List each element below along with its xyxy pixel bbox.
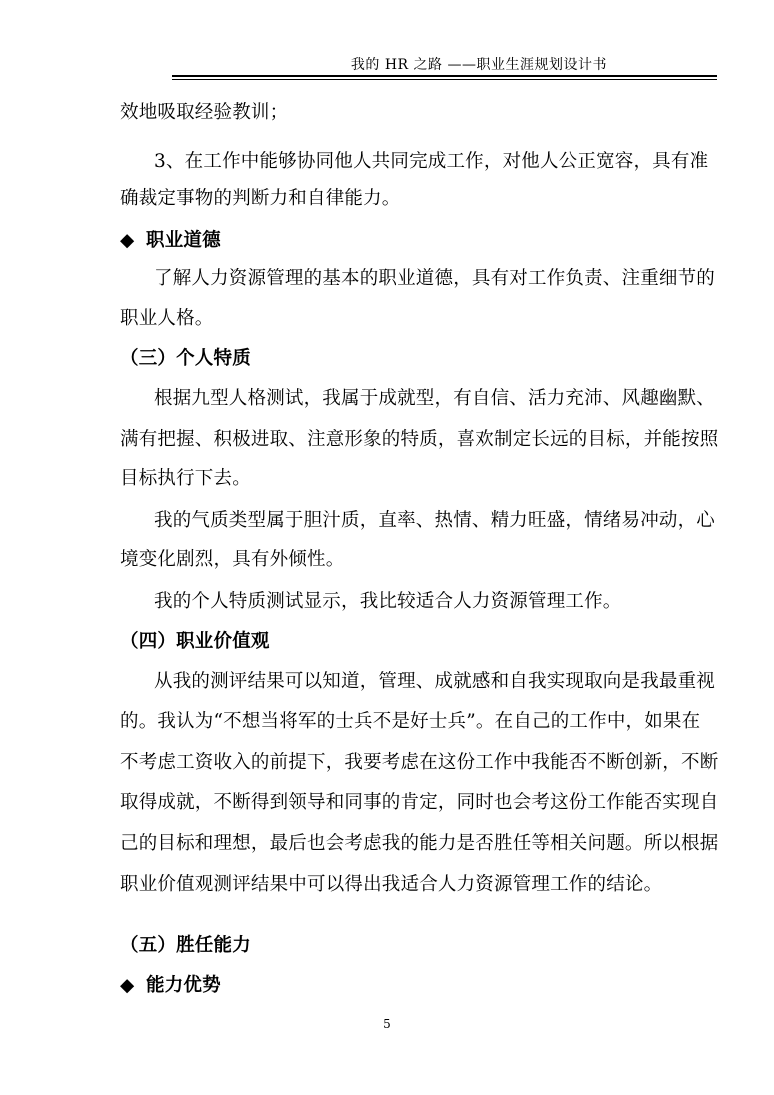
paragraph-line: 己的目标和理想，最后也会考虑我的能力是否胜任等相关问题。所以根据 (120, 833, 719, 854)
section-heading-personal-traits: （三）个人特质 (120, 348, 251, 369)
paragraph-line: 确裁定事物的判断力和自律能力。 (120, 188, 401, 209)
header-rule-thin (172, 79, 717, 80)
diamond-bullet-icon: ◆ (120, 230, 135, 251)
section-heading-competence: （五）胜任能力 (120, 935, 251, 956)
paragraph-line: 取得成就，不断得到领导和同事的肯定，同时也会考这份工作能否实现自 (120, 792, 719, 813)
paragraph-line: 职业人格。 (120, 308, 214, 329)
header-title: 我的 HR 之路 ——职业生涯规划设计书 (350, 57, 607, 73)
bullet-heading-ability-strengths (120, 974, 221, 998)
paragraph-line: 效地吸取经验教训； (120, 102, 289, 123)
paragraph-line: 根据九型人格测试，我属于成就型，有自信、活力充沛、风趣幽默、 (154, 388, 716, 409)
paragraph-line: 境变化剧烈，具有外倾性。 (120, 549, 345, 570)
paragraph-line: 3、在工作中能够协同他人共同完成工作，对他人公正宽容，具有准 (154, 151, 709, 172)
paragraph-line: 不考虑工资收入的前提下，我要考虑在这份工作中我能否不断创新，不断 (120, 752, 719, 773)
paragraph-line: 我的个人特质测试显示，我比较适合人力资源管理工作。 (154, 591, 622, 612)
bullet-heading-ethics (120, 229, 221, 253)
section-heading-career-values: （四）职业价值观 (120, 631, 270, 652)
heading-text: 职业道德 (146, 230, 221, 251)
paragraph-line: 目标执行下去。 (120, 468, 251, 489)
header-rule-thick (172, 75, 717, 77)
diamond-bullet-icon: ◆ (120, 975, 135, 996)
paragraph-line: 的。我认为“不想当将军的士兵不是好士兵”。在自己的工作中，如果在 (120, 711, 701, 732)
paragraph-line: 了解人力资源管理的基本的职业道德，具有对工作负责、注重细节的 (154, 268, 716, 289)
heading-text: 能力优势 (146, 975, 221, 996)
paragraph-line: 从我的测评结果可以知道，管理、成就感和自我实现取向是我最重视 (154, 671, 716, 692)
paragraph-line: 满有把握、积极进取、注意形象的特质，喜欢制定长远的目标，并能按照 (120, 429, 719, 450)
page-number: 5 (383, 1017, 391, 1031)
paragraph-line: 我的气质类型属于胆汁质，直率、热情、精力旺盛，情绪易冲动，心 (154, 510, 716, 531)
paragraph-line: 职业价值观测评结果中可以得出我适合人力资源管理工作的结论。 (120, 874, 663, 895)
